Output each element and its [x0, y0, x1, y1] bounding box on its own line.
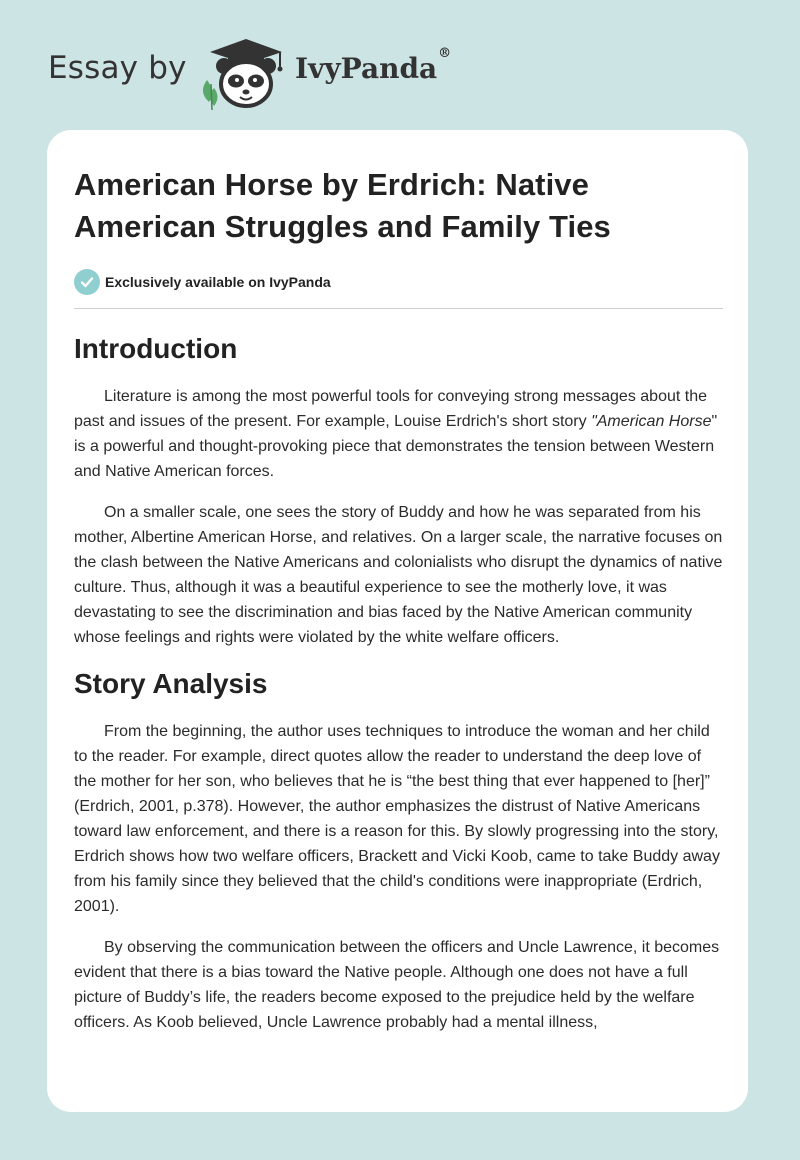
panda-logo-icon[interactable]	[200, 36, 292, 110]
registered-mark: ®	[438, 46, 452, 61]
paragraph-text: " is a powerful and thought-provoking piece that demonstrates the tension between Western and Native American forces.	[74, 413, 718, 480]
leaf-icon	[203, 80, 218, 110]
article-title: American Horse by Erdrich: Native American Struggles and Family Ties	[74, 167, 611, 244]
exclusive-badge	[74, 268, 723, 296]
exclusive-label: Exclusively available on IvyPanda	[105, 274, 331, 290]
site-header	[0, 0, 800, 130]
paragraph	[74, 384, 723, 484]
brand-name[interactable]	[295, 46, 452, 85]
divider	[74, 308, 723, 309]
paragraph-text: Literature is among the most powerful tools for conveying strong messages about the past and issues of the present. For example, Louise Erdrich's short story	[74, 388, 707, 430]
paragraph: From the beginning, the author uses techniques to introduce the woman and her child to the reader. For example, direct quotes allow the reader to understand the deep love of the mother for her son, who believes that he is “the best thing that ever happened to [her]” (Erdrich, 2001, p.378). However, the author emphasizes the distrust of Native Americans toward law enforcement, and there is a reason for this. By slowly progressing into the story, Erdrich shows how two welfare officers, Brackett and Vicki Koob, came to take Buddy away from his family since they believed that the child's conditions were inappropriate (Erdrich, 2001).	[74, 723, 720, 915]
check-icon	[74, 269, 100, 295]
section-heading-introduction: Introduction	[74, 333, 238, 364]
paragraph: By observing the communication between the officers and Uncle Lawrence, it becomes evident that there is a bias toward the Native people. Although one does not have a full picture of Buddy’s life, the readers become exposed to the prejudice held by the welfare officers. As Koob believed, Uncle Lawrence probably had a mental illness,	[74, 939, 720, 1031]
essay-by-label: Essay by	[48, 50, 187, 86]
brand-text: IvyPanda	[295, 52, 438, 85]
article-card	[47, 130, 748, 1112]
section-heading-story-analysis: Story Analysis	[74, 668, 268, 699]
article-body	[74, 164, 723, 1035]
paragraph: On a smaller scale, one sees the story of Buddy and how he was separated from his mother, Albertine American Horse, and relatives. On a larger scale, the narrative focuses on the clash between the Native Americans and colonialists who disrupt the dynamics of native culture. Thus, although it was a beautiful experience to see the motherly love, it was devastating to see the discrimination and bias faced by the Native American community whose feelings and rights were violated by the white welfare officers.	[74, 504, 723, 646]
story-title-italic: "American Horse	[591, 413, 712, 430]
